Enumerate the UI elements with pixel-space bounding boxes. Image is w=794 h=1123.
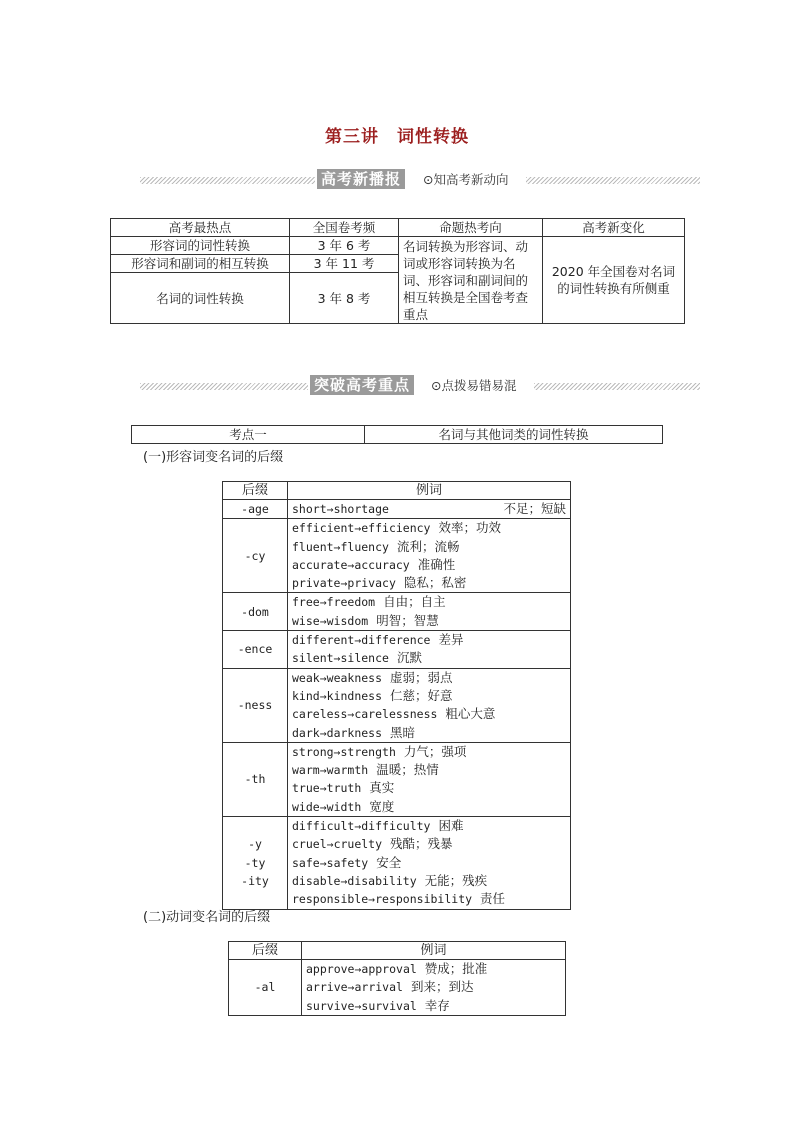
suffix-cell: -cy <box>223 519 288 593</box>
derived-word: kindness <box>326 688 383 703</box>
arrow-icon: → <box>368 892 376 907</box>
derived-word: shortage <box>333 502 389 516</box>
derived-word: wisdom <box>326 613 369 628</box>
arrow-icon: → <box>340 873 348 888</box>
suffix-cell: -ness <box>223 668 288 742</box>
meaning: 明智；智慧 <box>376 612 439 628</box>
meaning: 黑暗 <box>390 724 416 740</box>
source-word: dark <box>292 725 320 740</box>
derived-word: privacy <box>347 576 396 591</box>
examples-cell <box>288 593 571 631</box>
examples-header: 例词 <box>302 942 566 960</box>
derived-word: responsibility <box>375 892 473 907</box>
derived-word: cruelty <box>333 837 383 852</box>
examples-cell <box>288 742 571 816</box>
frequency: 3 年 8 考 <box>290 273 399 324</box>
source-word: private <box>292 576 341 591</box>
overview-header: 高考最热点 <box>111 219 290 237</box>
derived-word: accuracy <box>354 557 410 572</box>
example-line <box>292 761 566 779</box>
arrow-icon: → <box>354 521 362 536</box>
meaning: 流利；流畅 <box>396 538 460 554</box>
example-line <box>292 705 566 723</box>
example-line <box>292 779 566 797</box>
band-tag: 高考新播报 <box>317 169 405 189</box>
arrow-icon: → <box>319 763 327 778</box>
example-line <box>306 960 561 978</box>
meaning: 仁慈；好意 <box>390 687 453 703</box>
example-line <box>292 519 566 537</box>
example-line <box>292 687 566 705</box>
derived-word: freedom <box>326 595 376 610</box>
source-word: kind <box>292 688 320 703</box>
meaning: 困难 <box>438 818 464 834</box>
example-line <box>292 631 566 649</box>
suffix-row <box>223 817 571 909</box>
section-band-news <box>140 170 700 188</box>
suffix-row <box>223 500 571 519</box>
examples-cell <box>302 960 566 1016</box>
exam-direction: 名词转换为形容词、动词或形容词转换为名词、形容词和副词间的相互转换是全国卷考查重点 <box>399 237 543 324</box>
example-line <box>292 743 566 761</box>
source-word: true <box>292 781 320 796</box>
derived-word: survival <box>361 998 417 1013</box>
examples-cell <box>288 631 571 669</box>
band-tag: 突破高考重点 <box>310 375 414 395</box>
derived-word: approval <box>361 962 417 976</box>
meaning: 差异 <box>438 632 464 648</box>
suffix-row <box>223 519 571 593</box>
arrow-icon: → <box>326 502 334 516</box>
source-word: efficient <box>292 521 355 536</box>
source-word: free <box>292 595 320 610</box>
example-line <box>292 835 566 853</box>
arrow-icon: → <box>319 670 327 685</box>
source-word: strong <box>292 744 334 759</box>
arrow-icon: → <box>354 962 362 976</box>
examples-cell <box>288 500 571 519</box>
examples-header: 例词 <box>288 482 571 500</box>
hot-topic: 名词的词性转换 <box>111 273 290 324</box>
source-word: careless <box>292 707 348 722</box>
arrow-icon: → <box>319 799 327 814</box>
meaning: 准确性 <box>417 556 456 572</box>
overview-header: 高考新变化 <box>543 219 685 237</box>
source-word: warm <box>292 763 320 778</box>
meaning: 赞成；批准 <box>424 961 488 976</box>
derived-word: darkness <box>326 725 383 740</box>
example-line <box>292 612 566 630</box>
meaning: 真实 <box>369 780 395 796</box>
arrow-icon: → <box>319 725 327 740</box>
example-line <box>306 978 561 996</box>
meaning: 安全 <box>376 854 402 870</box>
derived-word: carelessness <box>354 707 438 722</box>
derived-word: strength <box>340 744 396 759</box>
arrow-icon: → <box>340 576 348 591</box>
verb-suffix-table <box>228 941 566 1016</box>
arrow-icon: → <box>354 998 362 1013</box>
meaning: 虚弱；弱点 <box>390 669 453 685</box>
frequency: 3 年 6 考 <box>290 237 399 255</box>
meaning: 责任 <box>480 891 506 907</box>
example-line <box>292 798 566 816</box>
suffix-row <box>229 960 566 1016</box>
section-heading-verb: (二)动词变名词的后缀 <box>143 910 271 925</box>
hot-topic: 形容词的词性转换 <box>111 237 290 255</box>
arrow-icon: → <box>319 595 327 610</box>
meaning: 不足；短缺 <box>503 501 566 516</box>
arrow-icon: → <box>347 557 355 572</box>
example-line <box>292 872 566 890</box>
adj-suffix-table <box>222 481 571 910</box>
suffix-cell: -th <box>223 742 288 816</box>
overview-table <box>110 218 685 324</box>
band-subtitle: ⊙知高考新动向 <box>420 170 511 190</box>
exam-change: 2020 年全国卷对名词的词性转换有所侧重 <box>543 237 685 324</box>
suffix-cell: -age <box>223 500 288 519</box>
example-line <box>292 854 566 872</box>
arrow-icon: → <box>326 837 334 852</box>
derived-word: warmth <box>326 763 369 778</box>
meaning: 自由；自主 <box>383 594 446 610</box>
source-word: safe <box>292 855 320 870</box>
derived-word: width <box>326 799 362 814</box>
page-title: 第三讲 词性转换 <box>325 127 469 147</box>
source-word: short <box>292 502 327 516</box>
overview-header: 命题热考向 <box>399 219 543 237</box>
suffix-row <box>223 668 571 742</box>
example-line <box>292 669 566 687</box>
examples-cell <box>288 817 571 909</box>
example-line <box>292 500 566 518</box>
section-heading-adj: (一)形容词变名词的后缀 <box>143 450 284 465</box>
suffix-row <box>223 742 571 816</box>
examples-cell <box>288 668 571 742</box>
arrow-icon: → <box>319 855 327 870</box>
suffix-cell: -dom <box>223 593 288 631</box>
suffix-cell: -al <box>229 960 302 1016</box>
example-line <box>292 890 566 908</box>
derived-word: weakness <box>326 670 383 685</box>
arrow-icon: → <box>354 819 362 834</box>
source-word: silent <box>292 651 334 666</box>
suffix-row <box>223 631 571 669</box>
point-label: 考点一 <box>132 426 365 444</box>
source-word: weak <box>292 670 320 685</box>
meaning: 沉默 <box>396 650 422 666</box>
example-line <box>292 817 566 835</box>
meaning: 残酷；残暴 <box>390 836 453 852</box>
meaning: 幸存 <box>424 997 450 1013</box>
arrow-icon: → <box>347 980 355 995</box>
suffix-header: 后缀 <box>223 482 288 500</box>
source-word: survive <box>306 998 355 1013</box>
arrow-icon: → <box>319 613 327 628</box>
meaning: 粗心大意 <box>445 706 496 722</box>
arrow-icon: → <box>333 744 341 759</box>
arrow-icon: → <box>319 688 327 703</box>
band-subtitle: ⊙点拨易错易混 <box>428 376 519 396</box>
source-word: wise <box>292 613 320 628</box>
derived-word: truth <box>326 781 362 796</box>
example-line <box>292 538 566 556</box>
source-word: approve <box>306 962 355 976</box>
suffix-row <box>223 593 571 631</box>
point-table <box>131 425 663 444</box>
meaning: 效率；功效 <box>438 520 502 536</box>
arrow-icon: → <box>354 633 362 648</box>
source-word: cruel <box>292 837 327 852</box>
example-line <box>292 724 566 742</box>
arrow-icon: → <box>333 539 341 554</box>
meaning: 力气；强项 <box>403 743 467 759</box>
derived-word: arrival <box>354 980 403 995</box>
example-line <box>292 574 566 592</box>
derived-word: disability <box>347 873 417 888</box>
suffix-header: 后缀 <box>229 942 302 960</box>
source-word: disable <box>292 873 341 888</box>
source-word: responsible <box>292 892 369 907</box>
frequency: 3 年 11 考 <box>290 255 399 273</box>
source-word: fluent <box>292 539 334 554</box>
arrow-icon: → <box>347 707 355 722</box>
source-word: wide <box>292 799 320 814</box>
section-band-key <box>140 376 700 394</box>
suffix-cell: -y -ty -ity <box>223 817 288 909</box>
arrow-icon: → <box>319 781 327 796</box>
source-word: difficult <box>292 819 355 834</box>
example-line <box>306 997 561 1015</box>
source-word: accurate <box>292 557 348 572</box>
source-word: arrive <box>306 980 348 995</box>
derived-word: fluency <box>340 539 389 554</box>
source-word: different <box>292 633 355 648</box>
overview-header: 全国卷考频 <box>290 219 399 237</box>
hot-topic: 形容词和副词的相互转换 <box>111 255 290 273</box>
suffix-cell: -ence <box>223 631 288 669</box>
meaning: 到来；到达 <box>410 979 474 995</box>
meaning: 隐私；私密 <box>403 575 467 591</box>
meaning: 温暖；热情 <box>376 762 439 778</box>
example-line <box>292 649 566 667</box>
arrow-icon: → <box>333 651 341 666</box>
example-line <box>292 593 566 611</box>
derived-word: difficulty <box>361 819 431 834</box>
derived-word: difference <box>361 633 431 648</box>
meaning: 无能；残疾 <box>424 872 488 888</box>
examples-cell <box>288 519 571 593</box>
derived-word: silence <box>340 651 389 666</box>
example-line <box>292 556 566 574</box>
derived-word: efficiency <box>361 521 431 536</box>
meaning: 宽度 <box>369 798 395 814</box>
derived-word: safety <box>326 855 369 870</box>
point-name: 名词与其他词类的词性转换 <box>365 426 663 444</box>
